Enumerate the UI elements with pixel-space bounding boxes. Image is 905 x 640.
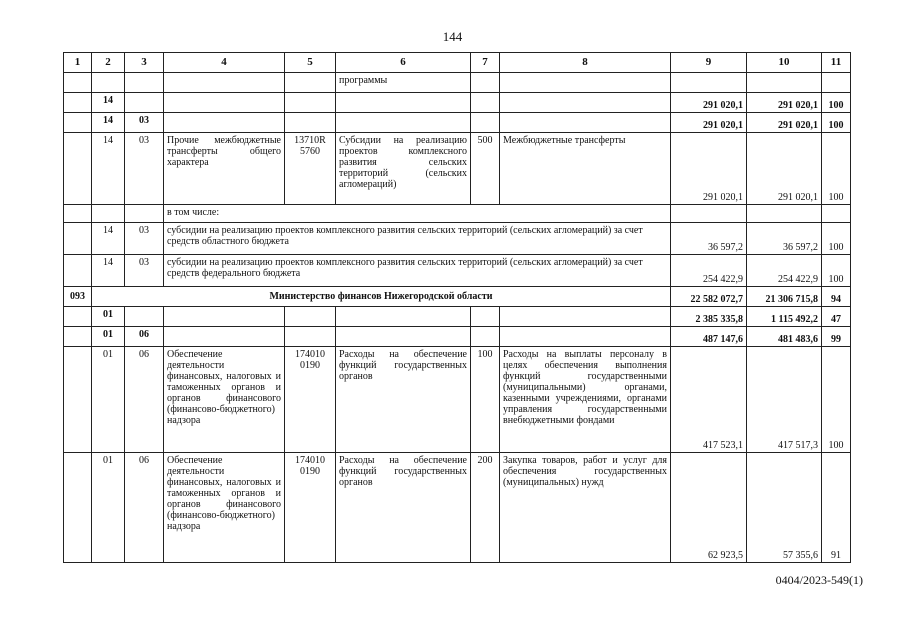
cell-name: субсидии на реализацию проектов комплексного развития сельских территорий (сельских агломераций) за счет средств областного бюджета: [164, 223, 671, 255]
table-row: [64, 223, 851, 255]
header-cell: 4: [164, 53, 285, 73]
cell-fact: 481 483,6: [747, 327, 822, 347]
cell-section: 14: [92, 133, 125, 205]
cell-target-code: 174010 0190: [285, 453, 336, 563]
header-cell: 9: [671, 53, 747, 73]
cell-percent: 100: [822, 93, 851, 113]
cell-percent: 99: [822, 327, 851, 347]
header-cell: 1: [64, 53, 92, 73]
cell-plan: 2 385 335,8: [671, 307, 747, 327]
cell-section: 01: [92, 347, 125, 453]
cell-plan: 62 923,5: [671, 453, 747, 563]
cell-kind-code: 200: [471, 453, 500, 563]
cell-plan: 291 020,1: [671, 133, 747, 205]
cell-plan: 417 523,1: [671, 347, 747, 453]
cell-plan: 291 020,1: [671, 93, 747, 113]
cell-percent: 94: [822, 287, 851, 307]
table-row: [64, 133, 851, 205]
cell-expense-type: Расходы на обеспечение функций государственных органов: [336, 453, 471, 563]
cell-section: 14: [92, 223, 125, 255]
cell-percent: 100: [822, 347, 851, 453]
cell-section: 01: [92, 453, 125, 563]
cell-kind-name: Расходы на выплаты персоналу в целях обеспечения выполнения функций государственными (муниципальными) органами, казенными учреждениями, органами управления государственными внебюджетными фондами: [500, 347, 671, 453]
header-cell: 3: [125, 53, 164, 73]
cell-fact: 1 115 492,2: [747, 307, 822, 327]
cell-fact: 57 355,6: [747, 453, 822, 563]
cell-fact: 254 422,9: [747, 255, 822, 287]
table-row: [64, 347, 851, 453]
table-row: [64, 287, 851, 307]
cell-name: субсидии на реализацию проектов комплексного развития сельских территорий (сельских агломераций) за счет средств федерального бюджета: [164, 255, 671, 287]
cell-section: 14: [92, 93, 125, 113]
cell-fact: 291 020,1: [747, 113, 822, 133]
cell-kind-code: 500: [471, 133, 500, 205]
table-row: [64, 307, 851, 327]
cell-subsection: 03: [125, 223, 164, 255]
cell-plan: 22 582 072,7: [671, 287, 747, 307]
cell-percent: 100: [822, 113, 851, 133]
table-row: [64, 113, 851, 133]
budget-table: [63, 52, 851, 563]
cell-ministry-name: Министерство финансов Нижегородской области: [92, 287, 671, 307]
cell-kind-name: Межбюджетные трансферты: [500, 133, 671, 205]
table-row: [64, 73, 851, 93]
cell-fact: 36 597,2: [747, 223, 822, 255]
header-cell: 10: [747, 53, 822, 73]
table-row: [64, 93, 851, 113]
cell-subsection: 06: [125, 453, 164, 563]
cell-subsection: 06: [125, 347, 164, 453]
page-number: 144: [442, 29, 463, 44]
header-cell: 2: [92, 53, 125, 73]
cell-percent: 100: [822, 133, 851, 205]
table-row: [64, 453, 851, 563]
cell-kind-code: 100: [471, 347, 500, 453]
cell-subsection: 03: [125, 113, 164, 133]
table-row: [64, 205, 851, 223]
table-row: [64, 327, 851, 347]
cell-section: 01: [92, 307, 125, 327]
cell-ministry-code: 093: [64, 287, 92, 307]
cell-name: Прочие межбюджетные трансферты общего характера: [164, 133, 285, 205]
header-cell: 6: [336, 53, 471, 73]
header-cell: 5: [285, 53, 336, 73]
cell-percent: 91: [822, 453, 851, 563]
header-cell: 8: [500, 53, 671, 73]
cell-plan: 291 020,1: [671, 113, 747, 133]
cell-plan: 36 597,2: [671, 223, 747, 255]
cell-subsection: 06: [125, 327, 164, 347]
cell-name: Обеспечение деятельности финансовых, налоговых и таможенных органов и органов финансового (финансово-бюджетного) надзора: [164, 453, 285, 563]
cell-percent: 100: [822, 223, 851, 255]
cell-expense-type: Расходы на обеспечение функций государственных органов: [336, 347, 471, 453]
document-code: 0404/2023-549(1): [775, 573, 863, 587]
header-cell: 7: [471, 53, 500, 73]
cell-fact: 417 517,3: [747, 347, 822, 453]
cell-expense-type: программы: [336, 73, 471, 93]
cell-note: в том числе:: [164, 205, 671, 223]
cell-plan: 254 422,9: [671, 255, 747, 287]
header-cell: 11: [822, 53, 851, 73]
cell-target-code: 174010 0190: [285, 347, 336, 453]
cell-fact: 21 306 715,8: [747, 287, 822, 307]
cell-fact: 291 020,1: [747, 93, 822, 113]
cell-section: 01: [92, 327, 125, 347]
header-row: [64, 53, 851, 73]
cell-kind-name: Закупка товаров, работ и услуг для обеспечения государственных (муниципальных) нужд: [500, 453, 671, 563]
cell-section: 14: [92, 255, 125, 287]
cell-name: Обеспечение деятельности финансовых, налоговых и таможенных органов и органов финансового (финансово-бюджетного) надзора: [164, 347, 285, 453]
cell-subsection: 03: [125, 133, 164, 205]
cell-percent: 47: [822, 307, 851, 327]
cell-subsection: 03: [125, 255, 164, 287]
cell-percent: 100: [822, 255, 851, 287]
cell-section: 14: [92, 113, 125, 133]
cell-plan: 487 147,6: [671, 327, 747, 347]
cell-target-code: 13710R 5760: [285, 133, 336, 205]
table-row: [64, 255, 851, 287]
cell-fact: 291 020,1: [747, 133, 822, 205]
cell-expense-type: Субсидии на реализацию проектов комплексного развития сельских территорий (сельских агломераций): [336, 133, 471, 205]
